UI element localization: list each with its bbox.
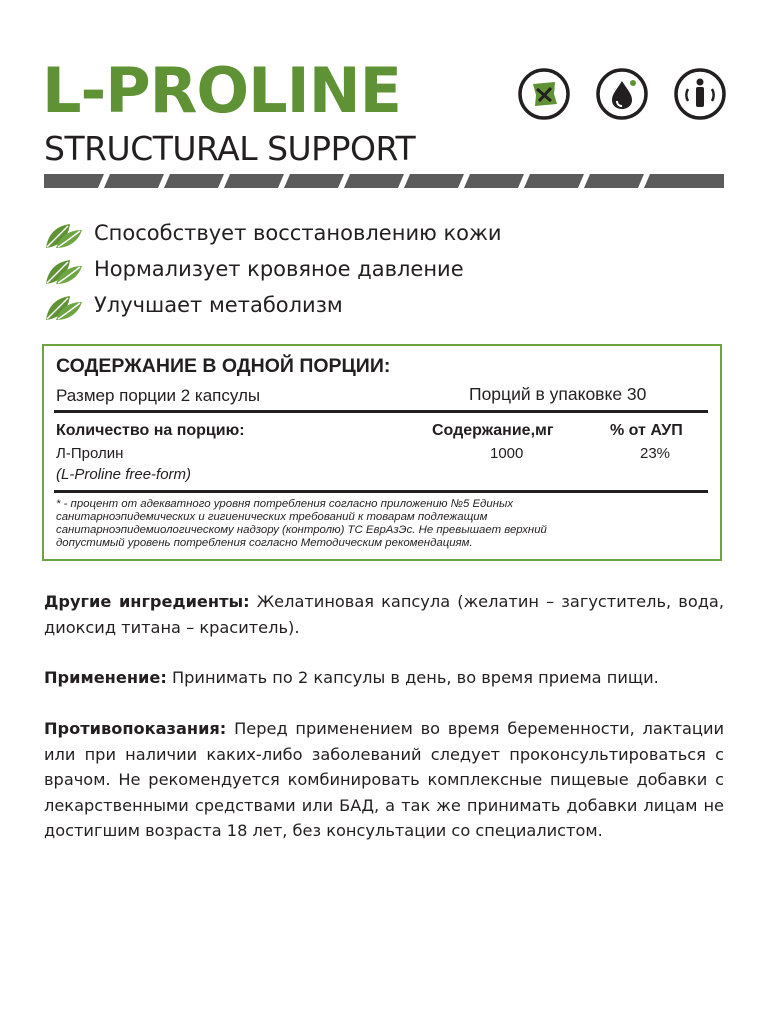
benefit-text: Нормализует кровяное давление [94,257,464,281]
other-ingredients [44,589,724,640]
divider-thick [54,410,708,413]
content-column-header: Содержание,мг [432,422,554,439]
benefit-item [44,216,704,252]
ingredient-value: 1000 [490,445,524,462]
usage [44,665,724,691]
leaf-icon [44,218,84,250]
dv-column-header: % от АУП [610,422,683,439]
other-ingredients-text: Желатиновая капсула (желатин – загуститель, вода, диоксид титана – краситель). [44,592,725,637]
supplement-facts-panel [42,344,722,561]
usage-text: Принимать по 2 капсулы в день, во время приема пищи. [166,668,659,687]
benefits-list [44,216,704,324]
contraindications-text: Перед применением во время беременности, лактации или при наличии каких-либо заболеваний следует проконсультироваться с врачом. Не рекомендуется комбинировать комплексные пищевые добавки с лекарственными средствами или БАД, а так же принимать добавки лицам не достигшим возраста 18 лет, без консультации со специалистом. [44,719,724,840]
ingredient-name: Л-Пролин [56,445,124,462]
drop-icon [595,67,649,121]
decorative-stripe [44,174,724,188]
facts-heading: СОДЕРЖАНИЕ В ОДНОЙ ПОРЦИИ: [56,355,391,377]
skin-icon [517,67,571,121]
contraindications [44,716,724,844]
ingredient-dv: 23% [640,445,671,462]
amount-per-serving-label: Количество на порцию: [56,422,245,439]
benefit-item [44,288,704,324]
benefit-text: Способствует восстановлению кожи [94,221,502,245]
leaf-icon [44,254,84,286]
product-title: L-PROLINE [42,54,401,127]
leaf-icon [44,290,84,322]
feature-icons [517,67,727,123]
product-subtitle: STRUCTURAL SUPPORT [44,129,416,168]
footnote: * - процент от адекватного уровня потребления согласно приложению №5 Единых санитарноэпидемических и гигиенических требований к товарам подлежащим санитарноэпидемиологическому надзору (контролю) ТС ЕврАзЭс. Не превышает верхний допустимый уровень потребления согласно Методическим рекомендациям. [56,498,547,549]
metabolism-icon [673,67,727,121]
serving-size: Размер порции 2 капсулы [56,386,261,405]
usage-label: Применение: [44,668,167,687]
other-ingredients-label: Другие ингредиенты: [44,592,250,611]
benefit-item [44,252,704,288]
servings-per-pack: Порций в упаковке 30 [469,384,647,404]
contraindications-label: Противопоказания: [44,719,227,738]
divider-thick [54,490,708,493]
ingredient-form: (L-Proline free-form) [56,466,192,483]
benefit-text: Улучшает метаболизм [94,293,343,317]
